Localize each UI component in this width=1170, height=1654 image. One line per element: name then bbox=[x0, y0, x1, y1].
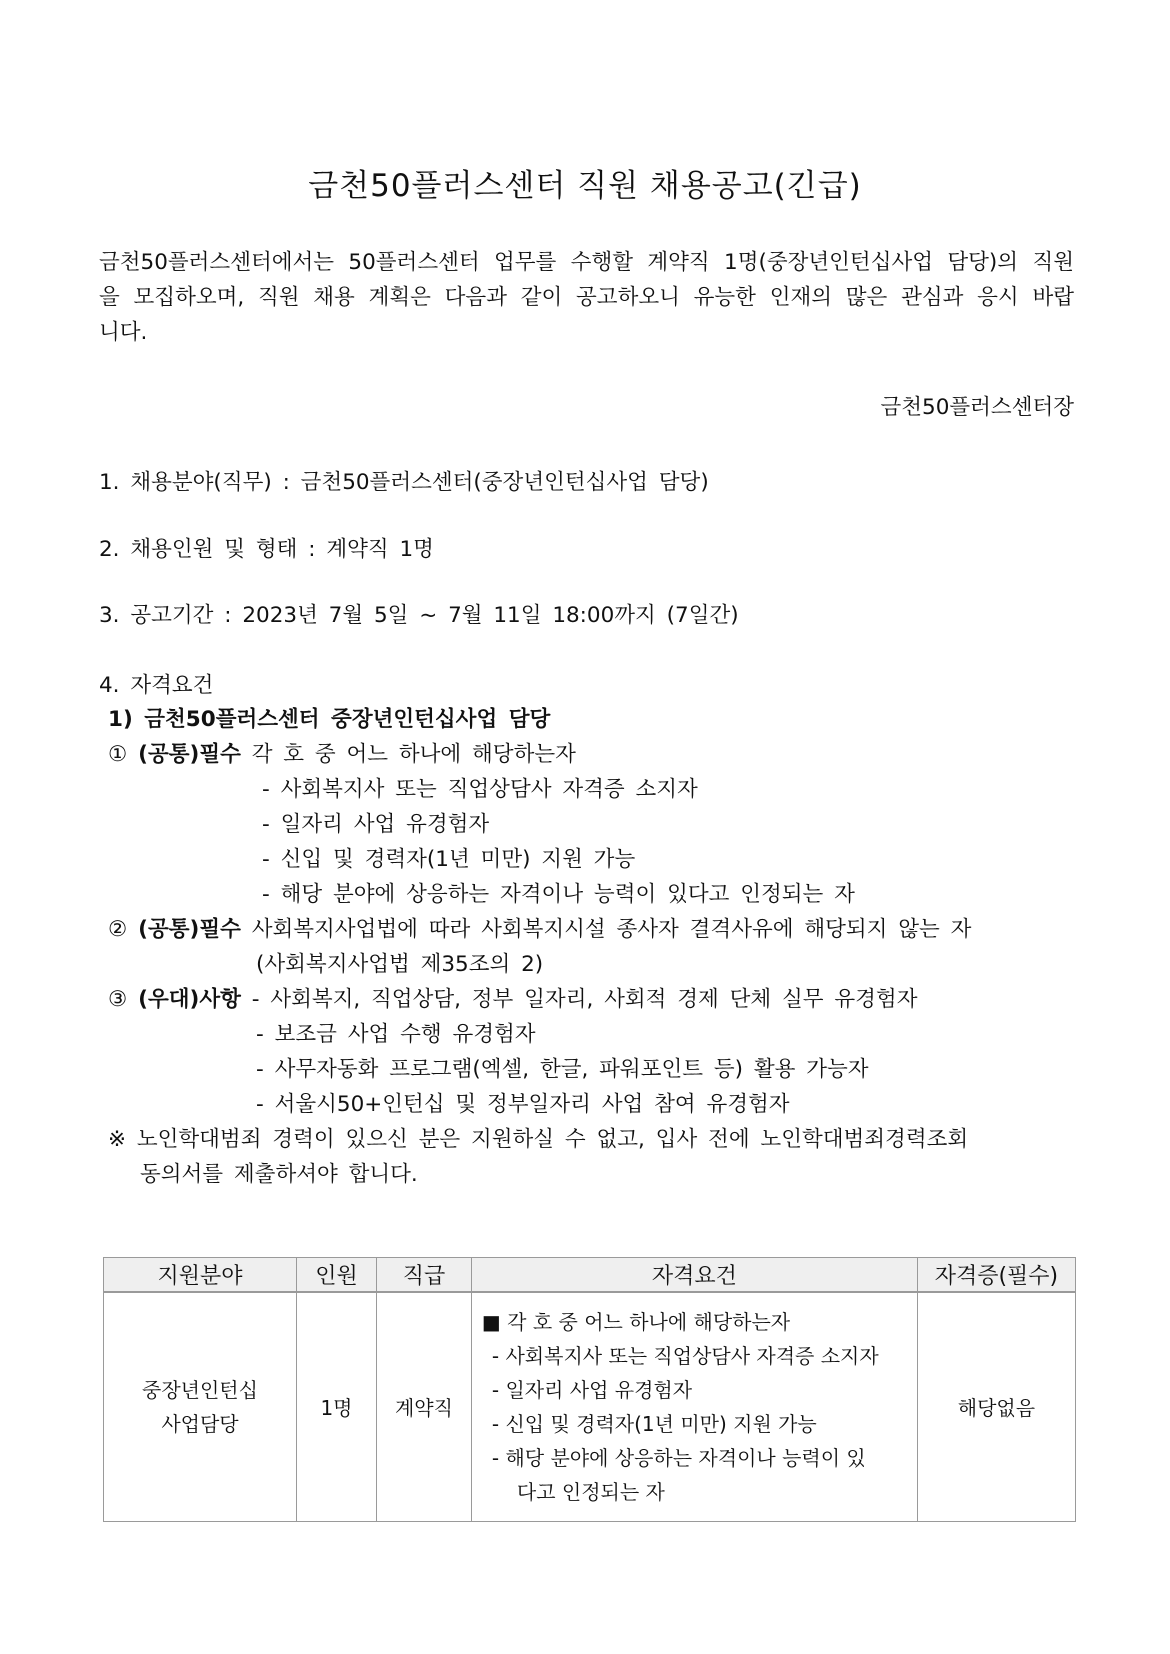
item-3-bullet: - 서울시50+인턴십 및 정부일자리 사업 참여 유경험자 bbox=[256, 1092, 790, 1117]
section-text: 채용분야(직무) : 금천50플러스센터(중장년인턴십사업 담당) bbox=[130, 470, 709, 495]
header-field: 지원분야 bbox=[104, 1258, 297, 1292]
qualification-item-2 bbox=[108, 912, 971, 943]
signature: 금천50플러스센터장 bbox=[880, 395, 1074, 420]
item-1-bullet: - 해당 분야에 상응하는 자격이나 능력이 있다고 인정되는 자 bbox=[262, 882, 855, 907]
field-line: 사업담당 bbox=[161, 1411, 239, 1436]
req-title: ■ 각 호 중 어느 하나에 해당하는자 bbox=[481, 1309, 791, 1334]
table-header-row bbox=[104, 1258, 1076, 1292]
section-1 bbox=[99, 465, 709, 496]
recruitment-table bbox=[103, 1257, 1076, 1522]
note bbox=[108, 1122, 968, 1153]
req-item: - 사회복지사 또는 직업상담사 자격증 소지자 bbox=[491, 1343, 879, 1368]
section-3 bbox=[99, 598, 739, 629]
req-item: - 해당 분야에 상응하는 자격이나 능력이 있 bbox=[491, 1445, 866, 1470]
table-row bbox=[104, 1292, 1076, 1522]
note-text-line2: 동의서를 제출하셔야 합니다. bbox=[140, 1162, 418, 1187]
item-marker: ① bbox=[108, 742, 128, 767]
qualification-subheading: 1) 금천50플러스센터 중장년인턴십사업 담당 bbox=[108, 707, 551, 732]
cell-field bbox=[104, 1292, 297, 1522]
section-number: 1. bbox=[99, 470, 120, 495]
item-label: (공통)필수 bbox=[138, 917, 241, 942]
item-label: (우대)사항 bbox=[138, 987, 241, 1012]
section-number: 3. bbox=[99, 603, 120, 628]
item-3-bullet: - 보조금 사업 수행 유경험자 bbox=[256, 1022, 536, 1047]
item-text: 각 호 중 어느 하나에 해당하는자 bbox=[251, 742, 576, 767]
cell-license: 해당없음 bbox=[917, 1292, 1075, 1522]
section-text: 채용인원 및 형태 : 계약직 1명 bbox=[130, 537, 434, 562]
cell-count: 1명 bbox=[296, 1292, 376, 1522]
item-marker: ② bbox=[108, 917, 128, 942]
qualification-item-1 bbox=[108, 737, 576, 768]
item-2-continuation: (사회복지사업법 제35조의 2) bbox=[256, 952, 544, 977]
intro-paragraph: 금천50플러스센터에서는 50플러스센터 업무를 수행할 계약직 1명(중장년인턴십사업 담당)의 직원을 모집하오며, 직원 채용 계획은 다음과 같이 공고하오니 유능한 인재의 많은 관심과 응시 바랍니다. bbox=[99, 250, 1074, 345]
section-text: 공고기간 : 2023년 7월 5일 ~ 7월 11일 18:00까지 (7일간) bbox=[130, 603, 739, 628]
note-marker: ※ bbox=[108, 1127, 127, 1152]
cell-requirements bbox=[471, 1292, 917, 1522]
item-text: 사회복지사업법에 따라 사회복지시설 종사자 결격사유에 해당되지 않는 자 bbox=[251, 917, 972, 942]
item-3-bullet: - 사무자동화 프로그램(엑셀, 한글, 파워포인트 등) 활용 가능자 bbox=[256, 1057, 869, 1082]
document-title: 금천50플러스센터 직원 채용공고(긴급) bbox=[308, 168, 862, 204]
field-line: 중장년인턴십 bbox=[142, 1377, 258, 1402]
req-item: - 신입 및 경력자(1년 미만) 지원 가능 bbox=[491, 1411, 817, 1436]
header-rank: 직급 bbox=[377, 1258, 472, 1292]
item-marker: ③ bbox=[108, 987, 128, 1012]
qualification-item-3 bbox=[108, 982, 917, 1013]
section-text: 자격요건 bbox=[130, 673, 214, 698]
item-1-bullet: - 일자리 사업 유경험자 bbox=[262, 812, 490, 837]
section-4 bbox=[99, 668, 213, 699]
header-count: 인원 bbox=[296, 1258, 376, 1292]
cell-rank: 계약직 bbox=[377, 1292, 472, 1522]
header-requirements: 자격요건 bbox=[471, 1258, 917, 1292]
section-2 bbox=[99, 532, 434, 563]
section-number: 2. bbox=[99, 537, 120, 562]
item-1-bullet: - 신입 및 경력자(1년 미만) 지원 가능 bbox=[262, 847, 636, 872]
item-1-bullet: - 사회복지사 또는 직업상담사 자격증 소지자 bbox=[262, 777, 698, 802]
item-bullet: - 사회복지, 직업상담, 정부 일자리, 사회적 경제 단체 실무 유경험자 bbox=[251, 987, 918, 1012]
note-text-line1: 노인학대범죄 경력이 있으신 분은 지원하실 수 없고, 입사 전에 노인학대범죄경력조회 bbox=[136, 1127, 969, 1152]
req-item: - 일자리 사업 유경험자 bbox=[491, 1377, 693, 1402]
section-number: 4. bbox=[99, 673, 120, 698]
req-item-continuation: 다고 인정되는 자 bbox=[516, 1479, 665, 1504]
item-label: (공통)필수 bbox=[138, 742, 241, 767]
header-license: 자격증(필수) bbox=[917, 1258, 1075, 1292]
